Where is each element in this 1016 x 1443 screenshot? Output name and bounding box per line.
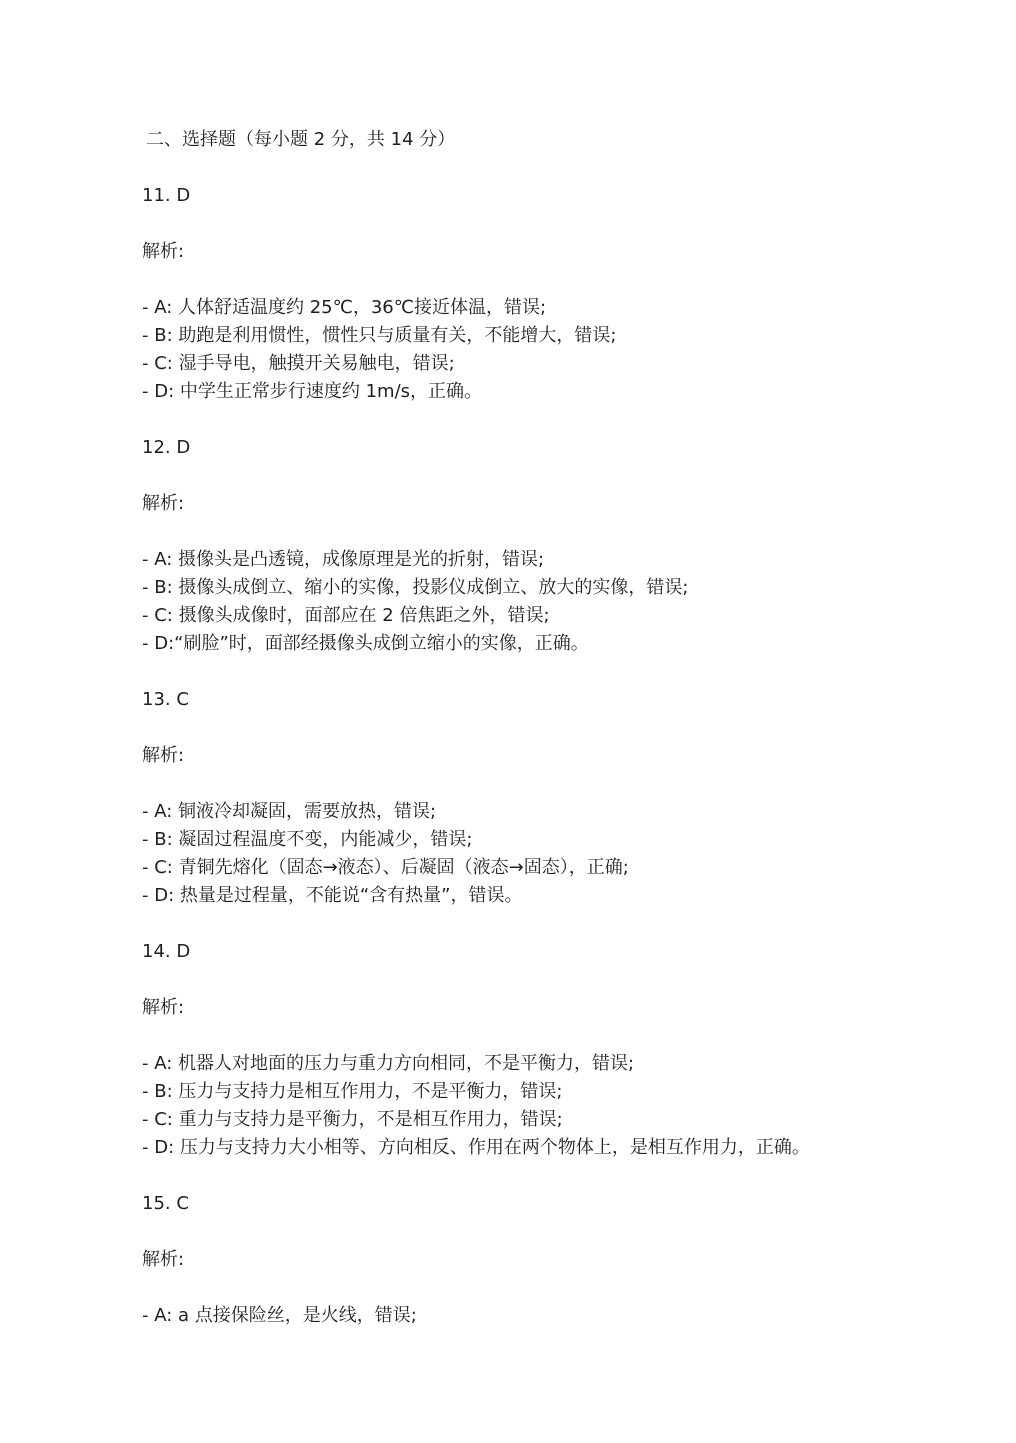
option-b: - B: 助跑是利用惯性，惯性只与质量有关，不能增大，错误; [142, 325, 617, 346]
question-14 [142, 938, 982, 1162]
document-page [142, 126, 982, 1330]
explanation-label: 解析: [142, 745, 185, 766]
option-a: - A: 铜液冷却凝固，需要放热，错误; [142, 801, 437, 822]
option-c: - C: 重力与支持力是平衡力，不是相互作用力，错误; [142, 1109, 563, 1130]
explanation-label: 解析: [142, 241, 185, 262]
option-b: - B: 凝固过程温度不变，内能减少，错误; [142, 829, 473, 850]
answer-line: 11. D [142, 185, 191, 206]
option-d: - D:“刷脸”时，面部经摄像头成倒立缩小的实像，正确。 [142, 633, 589, 654]
option-d: - D: 热量是过程量，不能说“含有热量”，错误。 [142, 885, 523, 906]
answer-line: 12. D [142, 437, 191, 458]
option-list [142, 1302, 982, 1330]
option-d: - D: 中学生正常步行速度约 1m/s，正确。 [142, 381, 483, 402]
option-list [142, 294, 982, 406]
explanation-label: 解析: [142, 493, 185, 514]
question-13 [142, 686, 982, 910]
answer-line: 14. D [142, 941, 191, 962]
option-b: - B: 压力与支持力是相互作用力，不是平衡力，错误; [142, 1081, 563, 1102]
explanation-label: 解析: [142, 997, 185, 1018]
option-a: - A: 机器人对地面的压力与重力方向相同，不是平衡力，错误; [142, 1053, 635, 1074]
option-a: - A: 人体舒适温度约 25℃，36℃接近体温，错误; [142, 297, 547, 318]
answer-line: 15. C [142, 1193, 189, 1214]
option-b: - B: 摄像头成倒立、缩小的实像，投影仪成倒立、放大的实像，错误; [142, 577, 689, 598]
option-list [142, 798, 982, 910]
option-c: - C: 湿手导电，触摸开关易触电，错误; [142, 353, 455, 374]
option-a: - A: 摄像头是凸透镜，成像原理是光的折射，错误; [142, 549, 545, 570]
option-a: - A: a 点接保险丝，是火线，错误; [142, 1305, 417, 1326]
option-list [142, 1050, 982, 1162]
question-11 [142, 182, 982, 406]
option-d: - D: 压力与支持力大小相等、方向相反、作用在两个物体上，是相互作用力，正确。 [142, 1137, 810, 1158]
explanation-label: 解析: [142, 1249, 185, 1270]
option-list [142, 546, 982, 658]
answer-line: 13. C [142, 689, 189, 710]
option-c: - C: 摄像头成像时，面部应在 2 倍焦距之外，错误; [142, 605, 550, 626]
question-12 [142, 434, 982, 658]
question-15 [142, 1190, 982, 1330]
section-title: 二、选择题（每小题 2 分，共 14 分） [146, 129, 456, 150]
option-c: - C: 青铜先熔化（固态→液态）、后凝固（液态→固态），正确; [142, 857, 629, 878]
